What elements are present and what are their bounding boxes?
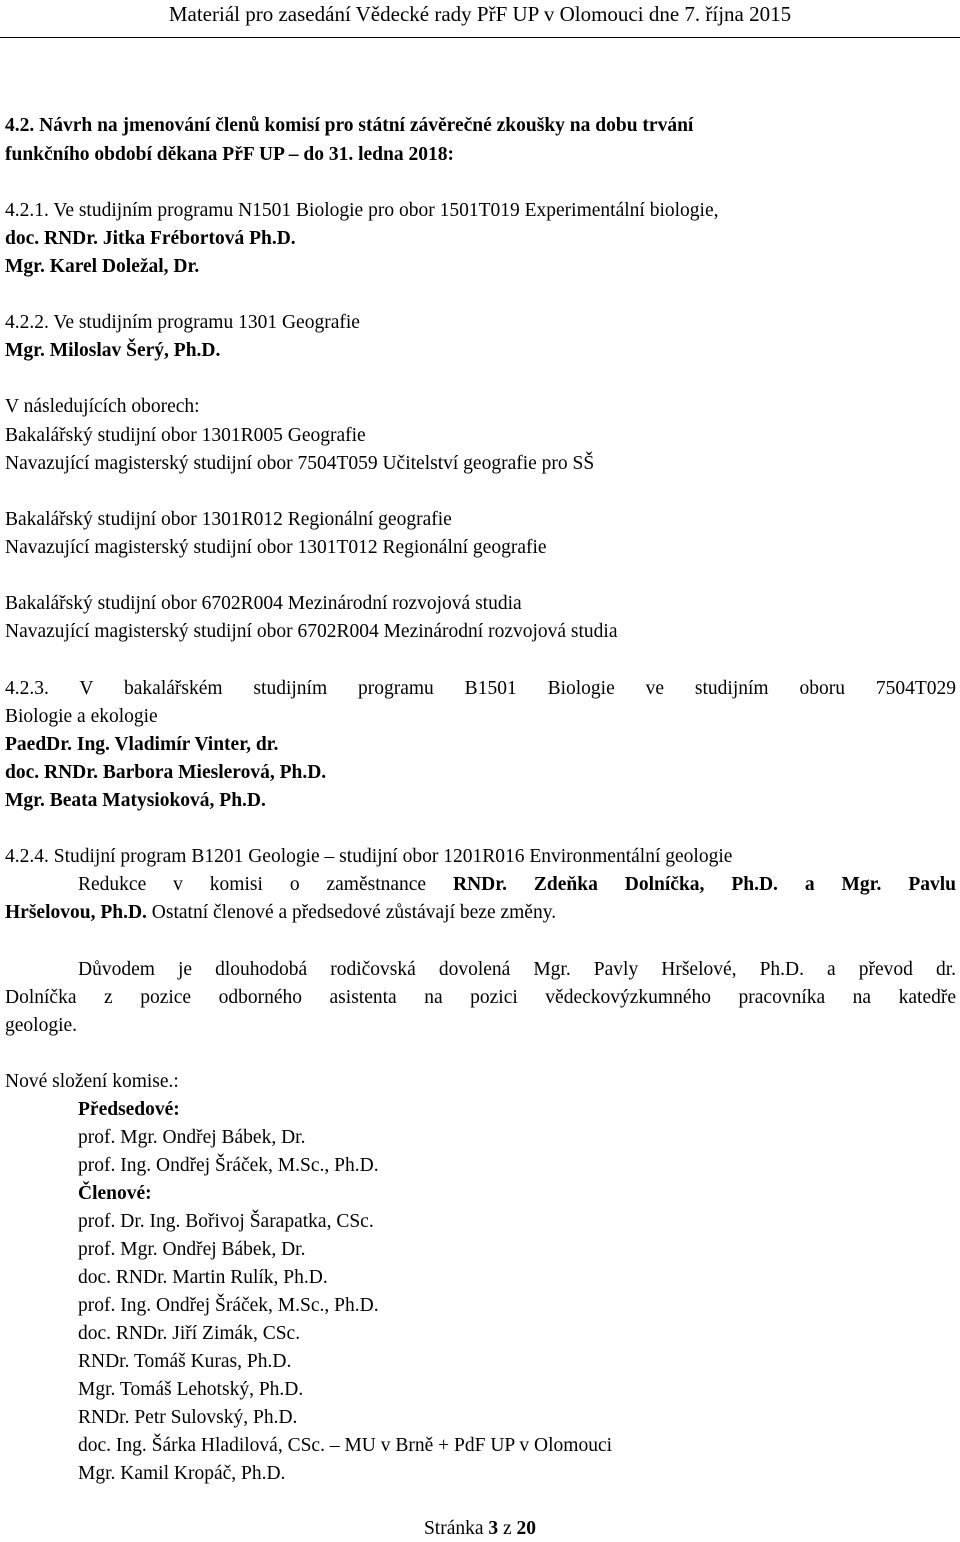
chairs-label: Předsedové: (78, 1099, 180, 1120)
s423-member-1: PaedDr. Ing. Vladimír Vinter, dr. (5, 734, 279, 755)
subsection-423-title: 4.2.3. V bakalářském studijním programu B1501 Biologie ve studijním oboru 7504T029 (5, 678, 956, 699)
section-heading-line-1: 4.2. Návrh na jmenování členů komisí pro státní závěrečné zkoušky na dobu trvání (5, 115, 694, 136)
s424-reason-line-3: geologie. (5, 1015, 78, 1036)
subsection-422-title: 4.2.2. Ve studijním programu 1301 Geografie (5, 312, 360, 333)
member-item: doc. RNDr. Martin Rulík, Ph.D. (78, 1267, 328, 1288)
s424-reduction-line-2 (5, 900, 556, 926)
s422-field-2: Navazující magisterský studijní obor 7504T059 Učitelství geografie pro SŠ (5, 453, 595, 474)
s422-field-4: Navazující magisterský studijní obor 1301T012 Regionální geografie (5, 537, 547, 558)
s423-member-3: Mgr. Beata Matysioková, Ph.D. (5, 790, 266, 811)
member-item: prof. Dr. Ing. Bořivoj Šarapatka, CSc. (78, 1211, 374, 1232)
member-item: RNDr. Tomáš Kuras, Ph.D. (78, 1351, 292, 1372)
member-item: Mgr. Kamil Kropáč, Ph.D. (78, 1463, 286, 1484)
s424-reduction-names: RNDr. Zdeňka Dolníčka, Ph.D. a Mgr. Pavlu (453, 874, 956, 895)
section-heading-line-2: funkčního období děkana PřF UP – do 31. ledna 2018: (5, 144, 454, 165)
s422-field-1: Bakalářský studijní obor 1301R005 Geografie (5, 425, 366, 446)
page-of-label: z (503, 1518, 512, 1539)
page-header: Materiál pro zasedání Vědecké rady PřF UP v Olomouci dne 7. října 2015 (168, 2, 792, 26)
s421-chair-1: doc. RNDr. Jitka Frébortová Ph.D. (5, 228, 296, 249)
s424-reduction-name-2: Hršelovou, Ph.D. (5, 902, 147, 923)
page-total: 20 (516, 1518, 537, 1539)
chair-item: prof. Ing. Ondřej Šráček, M.Sc., Ph.D. (78, 1155, 379, 1176)
page-label: Stránka (423, 1518, 484, 1539)
s424-reason-line-2: Dolníčka z pozice odborného asistenta na pozici vědeckovýzkumného pracovníka na katedře (5, 987, 956, 1008)
s422-field-3: Bakalářský studijní obor 1301R012 Regionální geografie (5, 509, 452, 530)
s423-member-2: doc. RNDr. Barbora Mieslerová, Ph.D. (5, 762, 327, 783)
member-item: prof. Mgr. Ondřej Bábek, Dr. (78, 1239, 306, 1260)
subsection-424-title: 4.2.4. Studijní program B1201 Geologie – studijní obor 1201R016 Environmentální geologie (5, 846, 733, 867)
members-label: Členové: (78, 1183, 152, 1204)
s424-reduction-line (78, 872, 956, 898)
page-number: 3 (488, 1518, 499, 1539)
s424-reduction-text: Redukce v komisi o zaměstnance (78, 874, 454, 895)
member-item: prof. Ing. Ondřej Šráček, M.Sc., Ph.D. (78, 1295, 379, 1316)
header-rule (0, 37, 960, 38)
s422-field-6: Navazující magisterský studijní obor 6702R004 Mezinárodní rozvojová studia (5, 621, 618, 642)
member-item: doc. RNDr. Jiří Zimák, CSc. (78, 1323, 301, 1344)
member-item: Mgr. Tomáš Lehotský, Ph.D. (78, 1379, 304, 1400)
chair-item: prof. Mgr. Ondřej Bábek, Dr. (78, 1127, 306, 1148)
s422-fields-intro: V následujících oborech: (5, 396, 200, 417)
member-item: RNDr. Petr Sulovský, Ph.D. (78, 1407, 298, 1428)
page-footer (0, 1516, 960, 1542)
s422-field-5: Bakalářský studijní obor 6702R004 Mezinárodní rozvojová studia (5, 593, 522, 614)
s421-chair-2: Mgr. Karel Doležal, Dr. (5, 256, 200, 277)
s424-reason-line-1: Důvodem je dlouhodobá rodičovská dovolená Mgr. Pavly Hršelové, Ph.D. a převod dr. (78, 959, 956, 980)
s424-unchanged-note: Ostatní členové a předsedové zůstávají beze změny. (146, 902, 557, 923)
s422-chair: Mgr. Miloslav Šerý, Ph.D. (5, 340, 221, 361)
new-composition-label: Nové složení komise.: (5, 1071, 179, 1092)
member-item: doc. Ing. Šárka Hladilová, CSc. – MU v Brně + PdF UP v Olomouci (78, 1435, 613, 1456)
subsection-423-title-cont: Biologie a ekologie (5, 706, 158, 727)
subsection-421-title: 4.2.1. Ve studijním programu N1501 Biologie pro obor 1501T019 Experimentální biologie, (5, 200, 719, 221)
